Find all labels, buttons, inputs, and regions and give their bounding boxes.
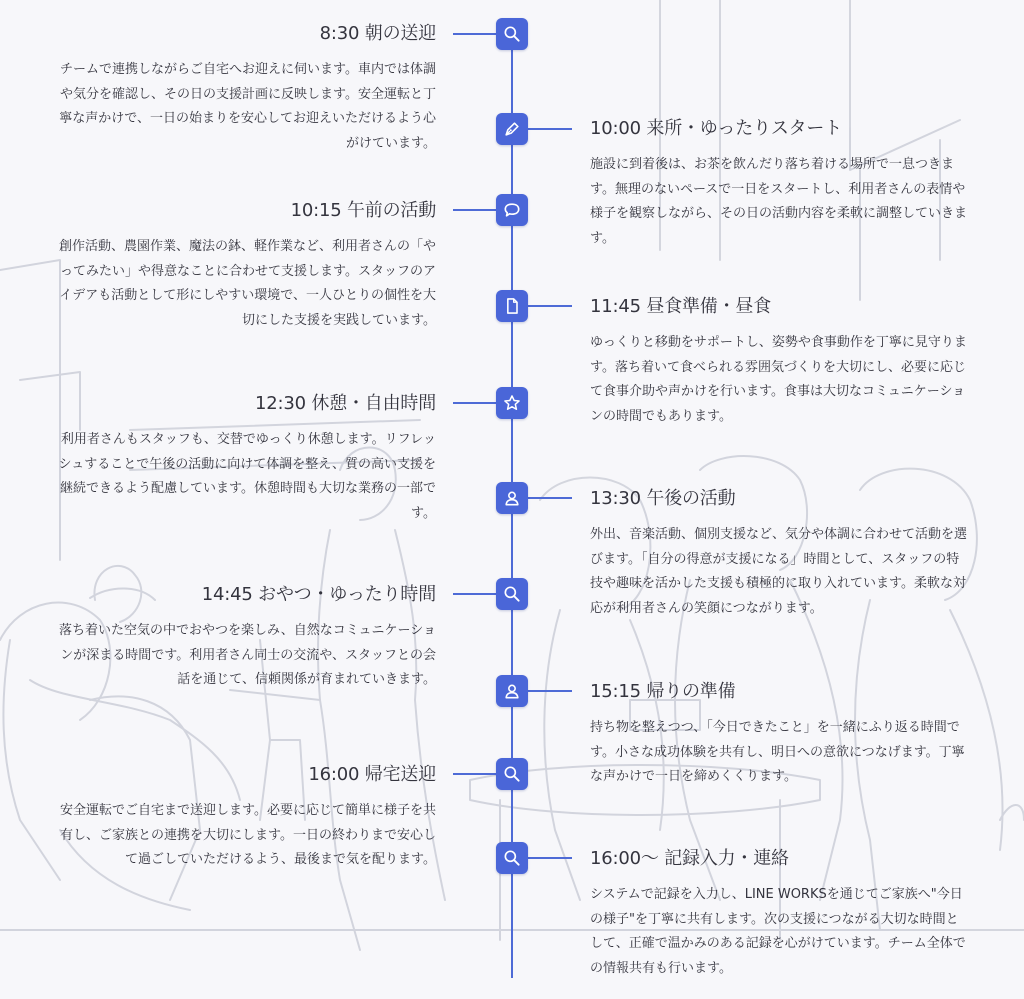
- connector-line: [453, 402, 497, 404]
- pen-icon: [502, 119, 522, 139]
- search-icon: [502, 848, 522, 868]
- entry-title: 16:00〜 記録入力・連絡: [590, 848, 789, 869]
- entry-title: 13:30 午後の活動: [590, 488, 736, 509]
- connector-line: [528, 128, 572, 130]
- entry-title: 12:30 休憩・自由時間: [254, 393, 436, 414]
- entry-title: 11:45 昼食準備・昼食: [590, 296, 772, 317]
- connector-line: [528, 305, 572, 307]
- entry-description: 施設に到着後は、お茶を飲んだり落ち着ける場所で一息つきます。無理のないペースで一日をスタートし、利用者さんの表情や様子を観察しながら、その日の活動内容を柔軟に調整していきます。: [590, 157, 968, 246]
- schedule-entry-0830: [56, 22, 436, 156]
- entry-description: 創作活動、農園作業、魔法の鉢、軽作業など、利用者さんの「やってみたい」や得意なことに合わせて支援します。スタッフのアイデアも活動として形にしやすい環境で、一人ひとりの個性を大切にした支援を実践しています。: [58, 239, 436, 328]
- timeline-node: [496, 113, 528, 145]
- search-icon: [502, 584, 522, 604]
- search-icon: [502, 764, 522, 784]
- timeline-node: [496, 387, 528, 419]
- timeline-node: [496, 194, 528, 226]
- connector-line: [453, 33, 497, 35]
- entry-description: 落ち着いた空気の中でおやつを楽しみ、自然なコミュニケーションが深まる時間です。利用者さん同士の交流や、スタッフとの会話を通じて、信頼関係が育まれていきます。: [58, 623, 436, 687]
- schedule-entry-1015: [56, 199, 436, 333]
- schedule-entry-1330: [590, 487, 970, 621]
- connector-line: [528, 497, 572, 499]
- entry-description: 利用者さんもスタッフも、交替でゆっくり休憩します。リフレッシュすることで午後の活動に向けて体調を整え、質の高い支援を継続できるよう配慮しています。休憩時間も大切な業務の一部です。: [58, 432, 436, 521]
- schedule-entry-1000: [590, 117, 970, 251]
- connector-line: [453, 209, 497, 211]
- schedule-entry-1445: [56, 583, 436, 693]
- timeline-node: [496, 18, 528, 50]
- timeline-node: [496, 842, 528, 874]
- entry-description: 持ち物を整えつつ、「今日できたこと」を一緒にふり返る時間です。小さな成功体験を共有し、明日への意欲につなげます。丁寧な声かけで一日を締めくくります。: [590, 720, 965, 784]
- entry-title: 15:15 帰りの準備: [590, 681, 736, 702]
- entry-title: 14:45 おやつ・ゆったり時間: [201, 584, 436, 605]
- entry-description: 安全運転でご自宅まで送迎します。必要に応じて簡単に様子を共有し、ご家族との連携を大切にします。一日の終わりまで安心して過ごしていただけるよう、最後まで気を配ります。: [60, 803, 436, 867]
- user-icon: [502, 681, 522, 701]
- entry-title: 8:30 朝の送迎: [319, 23, 436, 44]
- entry-description: チームで連携しながらご自宅へお迎えに伺います。車内では体調や気分を確認し、その日の支援計画に反映します。安全運転と丁寧な声かけで、一日の始まりを安心してお迎えいただけるよう心がけています。: [59, 62, 436, 151]
- search-icon: [502, 24, 522, 44]
- schedule-entry-1600-transport: [56, 763, 436, 873]
- entry-description: ゆっくりと移動をサポートし、姿勢や食事動作を丁寧に見守ります。落ち着いて食べられる雰囲気づくりを大切にし、必要に応じて食事介助や声かけを行います。食事は大切なコミュニケーションの時間でもあります。: [590, 335, 967, 424]
- timeline-node: [496, 578, 528, 610]
- connector-line: [453, 773, 497, 775]
- timeline-node: [496, 482, 528, 514]
- timeline-node: [496, 290, 528, 322]
- connector-line: [528, 690, 572, 692]
- schedule-entry-1145: [590, 295, 970, 429]
- schedule-entry-1230: [56, 392, 436, 526]
- timeline-node: [496, 675, 528, 707]
- schedule-entry-1515: [590, 680, 970, 790]
- entry-title: 10:00 来所・ゆったりスタート: [590, 118, 843, 139]
- entry-description: 外出、音楽活動、個別支援など、気分や体調に合わせて活動を選びます。「自分の得意が支援になる」時間として、スタッフの特技や趣味を活かした支援も積極的に取り入れています。柔軟な対応が利用者さんの笑顔につながります。: [590, 527, 968, 616]
- document-icon: [502, 296, 522, 316]
- star-icon: [502, 393, 522, 413]
- timeline-node: [496, 758, 528, 790]
- user-icon: [502, 488, 522, 508]
- connector-line: [528, 857, 572, 859]
- connector-line: [453, 593, 497, 595]
- schedule-entry-1600-records: [590, 847, 970, 981]
- entry-description: システムで記録を入力し、LINE WORKSを通じてご家族へ"今日の様子"を丁寧に共有します。次の支援につながる大切な時間として、正確で温かみのある記録を心がけています。チーム全体での情報共有も行います。: [590, 887, 966, 976]
- entry-title: 10:15 午前の活動: [290, 200, 436, 221]
- entry-title: 16:00 帰宅送迎: [308, 764, 436, 785]
- chat-bubble-icon: [502, 200, 522, 220]
